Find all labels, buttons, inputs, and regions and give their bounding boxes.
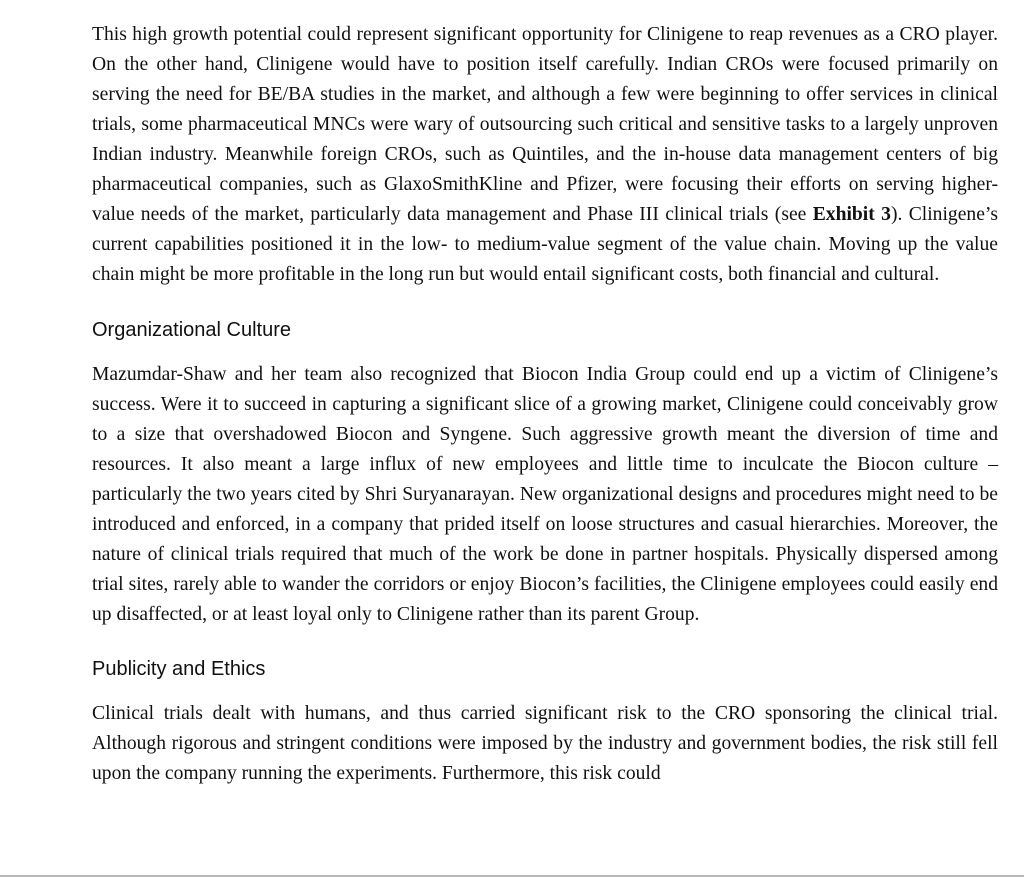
paragraph-organizational-culture: Mazumdar-Shaw and her team also recognized that Biocon India Group could end up a victim of Clinigene’s success. Were it to succeed in capturing a significant slice of a growing market, Clinigene could conceivably grow to a size that overshadowed Biocon and Syngene. Such aggressive growth meant the diversion of time and resources. It also meant a large influx of new employees and little time to inculcate the Biocon culture – particularly the two years cited by Shri Suryanarayan. New organizational designs and procedures might need to be introduced and enforced, in a company that prided itself on loose structures and casual hierarchies. Moreover, the nature of clinical trials required that much of the work be done in partner hospitals. Physically dispersed among trial sites, rarely able to wander the corridors or enjoy Biocon’s facilities, the Clinigene employees could easily end up disaffected, or at least loyal only to Clinigene rather than its parent Group. [92, 364, 998, 625]
paragraph-1-text-b: ). Clinigene’s current capabilities positioned it in the low- to medium-value segment of the value chain. Moving up the value chain might be more profitable in the long run but would entail significant costs, both financial and cultural. [92, 204, 998, 285]
document-page [92, 20, 998, 789]
paragraph-1-text-a: This high growth potential could represent significant opportunity for Clinigene to reap revenues as a CRO player. On the other hand, Clinigene would have to position itself carefully. Indian CROs were focused primarily on serving the need for BE/BA studies in the market, and although a few were beginning to offer services in clinical trials, some pharmaceutical MNCs were wary of outsourcing such critical and sensitive tasks to a largely unproven Indian industry. Meanwhile foreign CROs, such as Quintiles, and the in-house data management centers of big pharmaceutical companies, such as GlaxoSmithKline and Pfizer, were focusing their efforts on serving higher-value needs of the market, particularly data management and Phase III clinical trials (see [92, 24, 998, 225]
paragraph-publicity-ethics: Clinical trials dealt with humans, and thus carried significant risk to the CRO sponsoring the clinical trial. Although rigorous and stringent conditions were imposed by the industry and government bodies, the risk still fell upon the company running the experiments. Furthermore, this risk could [92, 703, 998, 784]
section-heading-publicity-ethics: Publicity and Ethics [92, 658, 266, 680]
exhibit-reference: Exhibit 3 [812, 204, 891, 225]
section-heading-organizational-culture: Organizational Culture [92, 319, 291, 341]
paragraph-market-positioning [92, 20, 998, 290]
